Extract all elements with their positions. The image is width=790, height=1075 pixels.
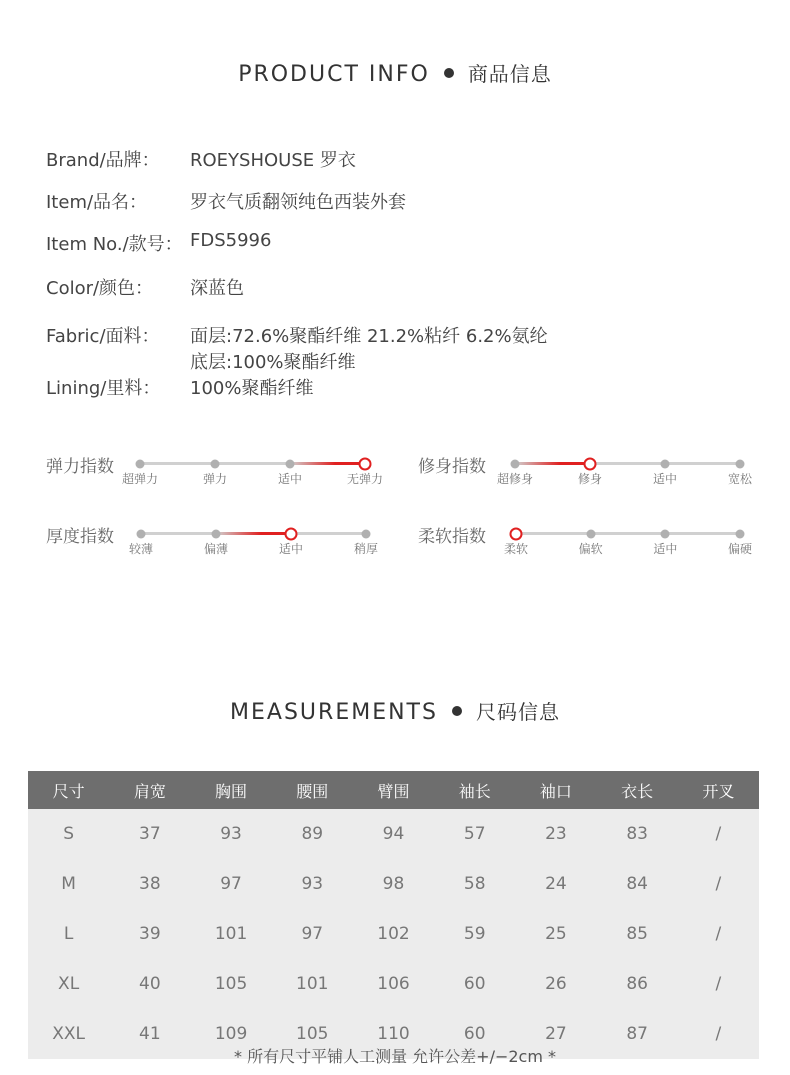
table-cell: 84 xyxy=(597,859,678,909)
table-cell: L xyxy=(28,909,109,959)
index-highlight xyxy=(290,462,365,465)
table-cell: 25 xyxy=(515,909,596,959)
table-row xyxy=(28,859,759,909)
table-cell: / xyxy=(678,859,759,909)
index-tick-label: 弹力 xyxy=(202,472,228,486)
info-value xyxy=(190,322,548,374)
measurement-note: * 所有尺寸平铺人工测量 允许公差+/−2cm * xyxy=(233,1047,557,1066)
table-cell: 83 xyxy=(597,809,678,859)
info-row-brand xyxy=(46,146,356,172)
index-tick-label: 适中 xyxy=(653,542,678,556)
table-cell: / xyxy=(678,959,759,1009)
measurements-title-zh: 尺码信息 xyxy=(475,700,560,724)
index-label-elasticity: 弹力指数 xyxy=(46,457,114,477)
table-cell: 93 xyxy=(190,809,271,859)
table-cell: 105 xyxy=(272,1009,353,1059)
index-knob xyxy=(136,459,145,468)
index-track-elasticity xyxy=(121,462,384,486)
index-highlight xyxy=(515,462,590,465)
table-cell: 101 xyxy=(272,959,353,1009)
index-selected-knob xyxy=(359,457,372,470)
index-tick-label: 宽松 xyxy=(727,472,753,486)
index-selected-knob xyxy=(584,457,597,470)
index-tick-label: 超修身 xyxy=(496,472,534,486)
table-cell: 60 xyxy=(434,959,515,1009)
table-cell: 39 xyxy=(109,909,190,959)
info-row-item xyxy=(46,188,406,214)
index-tick-label: 偏薄 xyxy=(203,542,229,556)
table-cell: 85 xyxy=(597,909,678,959)
index-label-softness: 柔软指数 xyxy=(418,527,486,547)
table-cell: 38 xyxy=(109,859,190,909)
index-knob xyxy=(586,529,595,538)
table-cell: / xyxy=(678,809,759,859)
fabric-outer-value: 面层:72.6%聚酯纤维 21.2%粘纤 6.2%氨纶 xyxy=(190,326,548,347)
bullet-dot-icon xyxy=(444,68,454,78)
table-cell: 102 xyxy=(353,909,434,959)
table-cell: 60 xyxy=(434,1009,515,1059)
table-cell: / xyxy=(678,1009,759,1059)
index-knob xyxy=(736,459,745,468)
table-cell: 97 xyxy=(272,909,353,959)
table-cell: 24 xyxy=(515,859,596,909)
table-cell: 23 xyxy=(515,809,596,859)
fabric-inner-value: 底层:100%聚酯纤维 xyxy=(190,352,356,373)
table-cell: / xyxy=(678,909,759,959)
table-cell: 26 xyxy=(515,959,596,1009)
header-cuff: 袖口 xyxy=(515,771,596,809)
index-knob xyxy=(286,459,295,468)
index-knob xyxy=(511,459,520,468)
table-cell: 93 xyxy=(272,859,353,909)
table-cell: M xyxy=(28,859,109,909)
table-cell: 89 xyxy=(272,809,353,859)
info-label: Item No./款号： xyxy=(46,234,183,255)
info-label: Brand/品牌： xyxy=(46,150,160,171)
header-length: 衣长 xyxy=(597,771,678,809)
table-cell: 94 xyxy=(353,809,434,859)
index-tick-label: 柔软 xyxy=(503,542,529,556)
table-cell: 97 xyxy=(190,859,271,909)
table-cell: XL xyxy=(28,959,109,1009)
index-tick-label: 偏软 xyxy=(578,542,603,556)
table-row xyxy=(28,959,759,1009)
table-row xyxy=(28,809,759,859)
index-selected-knob xyxy=(285,527,298,540)
index-track-fit xyxy=(496,462,753,486)
info-label: Lining/里料： xyxy=(46,378,161,399)
table-cell: 27 xyxy=(515,1009,596,1059)
table-cell: 40 xyxy=(109,959,190,1009)
table-cell: 86 xyxy=(597,959,678,1009)
index-knob xyxy=(137,529,146,538)
header-arm: 臂围 xyxy=(353,771,434,809)
measurements-title-en: MEASUREMENTS xyxy=(230,700,438,725)
index-label-fit: 修身指数 xyxy=(418,457,486,477)
index-knob xyxy=(736,529,745,538)
index-tick-label: 超弹力 xyxy=(121,472,159,486)
index-track-thickness xyxy=(128,532,379,556)
table-header-row xyxy=(28,771,759,809)
index-tick-label: 稍厚 xyxy=(353,542,379,556)
measurements-title xyxy=(0,696,790,725)
index-tick-label: 无弹力 xyxy=(346,472,384,486)
info-value: 罗衣气质翻领纯色西装外套 xyxy=(190,192,406,213)
index-tick-label: 适中 xyxy=(278,542,304,556)
table-cell: S xyxy=(28,809,109,859)
product-info-title-zh: 商品信息 xyxy=(467,62,552,86)
table-body xyxy=(28,809,759,1059)
index-knob xyxy=(661,459,670,468)
header-slit: 开叉 xyxy=(678,771,759,809)
header-chest: 胸围 xyxy=(190,771,271,809)
header-sleeve-length: 袖长 xyxy=(434,771,515,809)
index-knob xyxy=(362,529,371,538)
measurement-table xyxy=(28,771,759,1059)
index-track-softness xyxy=(503,532,753,556)
index-tick-label: 较薄 xyxy=(128,542,154,556)
index-knob xyxy=(211,459,220,468)
info-value: 深蓝色 xyxy=(190,278,244,299)
table-cell: 106 xyxy=(353,959,434,1009)
index-tick-label: 适中 xyxy=(652,472,678,486)
index-highlight xyxy=(216,532,291,535)
info-label: Item/品名： xyxy=(46,192,148,213)
index-tick-label: 偏硬 xyxy=(727,542,753,556)
product-info-title-en: PRODUCT INFO xyxy=(238,62,430,87)
info-row-item-no xyxy=(46,230,271,256)
info-value: ROEYSHOUSE 罗衣 xyxy=(190,150,356,171)
table-cell: 41 xyxy=(109,1009,190,1059)
bullet-dot-icon xyxy=(452,706,462,716)
table-cell: 110 xyxy=(353,1009,434,1059)
index-selected-knob xyxy=(510,527,523,540)
index-knob xyxy=(661,529,670,538)
table-cell: 105 xyxy=(190,959,271,1009)
table-cell: 59 xyxy=(434,909,515,959)
product-info-title xyxy=(0,58,790,87)
header-waist: 腰围 xyxy=(272,771,353,809)
table-cell: 58 xyxy=(434,859,515,909)
info-row-color xyxy=(46,274,244,300)
table-row xyxy=(28,909,759,959)
info-value: 100%聚酯纤维 xyxy=(190,378,314,399)
info-label: Color/颜色： xyxy=(46,278,154,299)
table-cell: 57 xyxy=(434,809,515,859)
info-row-lining xyxy=(46,374,313,400)
table-cell: XXL xyxy=(28,1009,109,1059)
table-cell: 101 xyxy=(190,909,271,959)
table-cell: 98 xyxy=(353,859,434,909)
info-label: Fabric/面料： xyxy=(46,326,160,347)
table-cell: 87 xyxy=(597,1009,678,1059)
index-tick-label: 修身 xyxy=(577,472,603,486)
info-row-fabric xyxy=(46,322,548,374)
table-cell: 109 xyxy=(190,1009,271,1059)
index-label-thickness: 厚度指数 xyxy=(46,527,114,547)
header-size: 尺寸 xyxy=(28,771,109,809)
index-tick-label: 适中 xyxy=(277,472,303,486)
info-value: FDS5996 xyxy=(190,230,272,251)
header-shoulder: 肩宽 xyxy=(109,771,190,809)
index-knob xyxy=(212,529,221,538)
table-cell: 37 xyxy=(109,809,190,859)
